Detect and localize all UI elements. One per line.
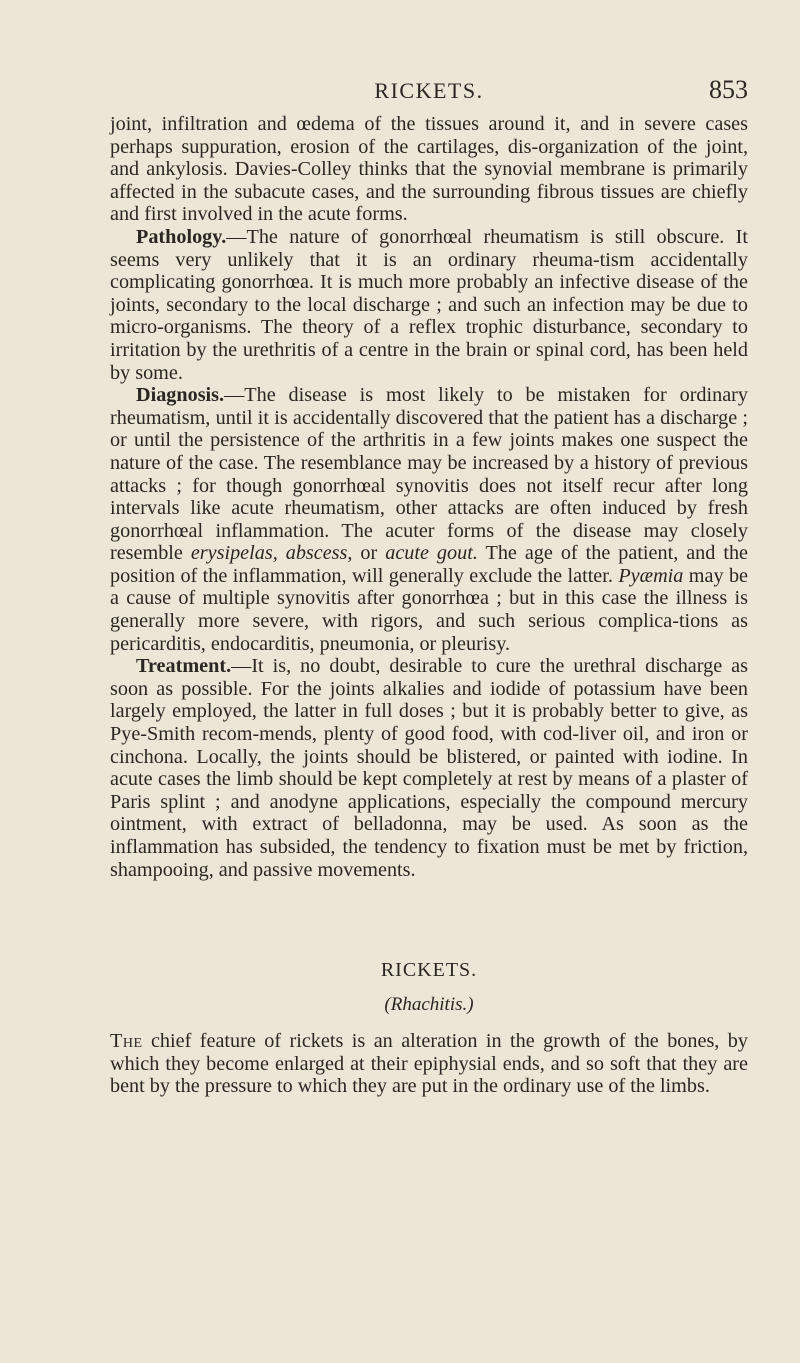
diagnosis-italic-1: erysipelas, abscess, — [190, 542, 353, 565]
diagnosis-text-2: or — [352, 542, 386, 565]
page-header — [110, 75, 748, 106]
diagnosis-text-4: may be a cause of multiple synovitis after gonorrhœa ; but in this case the illness is generally more severe, with rigors, and such serious complica-tions as pericarditis, endocarditis, pneumonia, or pleurisy. — [110, 564, 748, 655]
paragraph-rickets — [110, 1030, 748, 1098]
page-number: 853 — [709, 75, 748, 104]
paragraph-treatment — [110, 655, 748, 881]
diagnosis-text-1: —The disease is most likely to be mistaken for ordinary rheumatism, until it is accidentally discovered that the patient has a discharge ; or until the persistence of the arthritis in a few joints makes one suspect the nature of the case. The resemblance may be increased by a history of previous attacks ; for though gonorrhœal synovitis does not itself recur after long intervals like acute rheumatism, other attacks are often induced by fresh gonorrhœal inflammation. The acuter forms of the disease may closely resemble — [110, 384, 748, 565]
paragraph-diagnosis — [110, 384, 748, 655]
paragraph-joint: joint, infiltration and œdema of the tissues around it, and in severe cases perhaps suppuration, erosion of the cartilages, dis-organization of the joint, and ankylosis. Davies-Colley thinks that the synovial membrane is primarily affected in the subacute cases, and the surrounding fibrous tissues are chiefly and first involved in the acute forms. — [110, 113, 748, 226]
treatment-heading: Treatment. — [136, 655, 232, 678]
section-title: RICKETS. — [380, 959, 478, 982]
diagnosis-italic-3: Pyæmia — [618, 564, 684, 587]
paragraph-pathology — [110, 226, 748, 384]
section-subtitle: (Rhachitis.) — [384, 994, 474, 1016]
running-head: RICKETS. — [374, 78, 484, 103]
lead-word: The — [110, 1030, 143, 1053]
pathology-text: —The nature of gonorrhœal rheumatism is still obscure. It seems very unlikely that it is an ordinary rheuma-tism accidentally complicating gonorrhœa. It is much more probably an infective disease of the joints, secondary to the local discharge ; and such an infection may be due to micro-organisms. The theory of a reflex trophic disturbance, secondary to irritation by the urethritis of a centre in the brain or spinal cord, has been held by some. — [110, 225, 748, 384]
page-body — [110, 113, 748, 1098]
treatment-text: —It is, no doubt, desirable to cure the urethral discharge as soon as possible. For the joints alkalies and iodide of potassium have been largely employed, the latter in full doses ; but it is probably better to give, as Pye-Smith recom-mends, plenty of good food, with cod-liver oil, and iron or cinchona. Locally, the joints should be blistered, or painted with iodine. In acute cases the limb should be kept completely at rest by means of a plaster of Paris splint ; and anodyne applications, especially the compound mercury ointment, with extract of belladonna, may be used. As soon as the inflammation has subsided, the tendency to fixation must be met by friction, shampooing, and passive movements. — [110, 655, 748, 881]
diagnosis-heading: Diagnosis. — [136, 384, 225, 407]
diagnosis-italic-2: acute gout. — [385, 542, 478, 565]
pathology-heading: Pathology. — [136, 225, 227, 248]
rickets-text: chief feature of rickets is an alteration in the growth of the bones, by which they become enlarged at their epiphysial ends, and so soft that they are bent by the pressure to which they are put in the ordinary use of the limbs. — [110, 1030, 748, 1098]
diagnosis-text-3: The age of the patient, and the position of the inflammation, will generally exclude the latter. — [110, 542, 749, 587]
